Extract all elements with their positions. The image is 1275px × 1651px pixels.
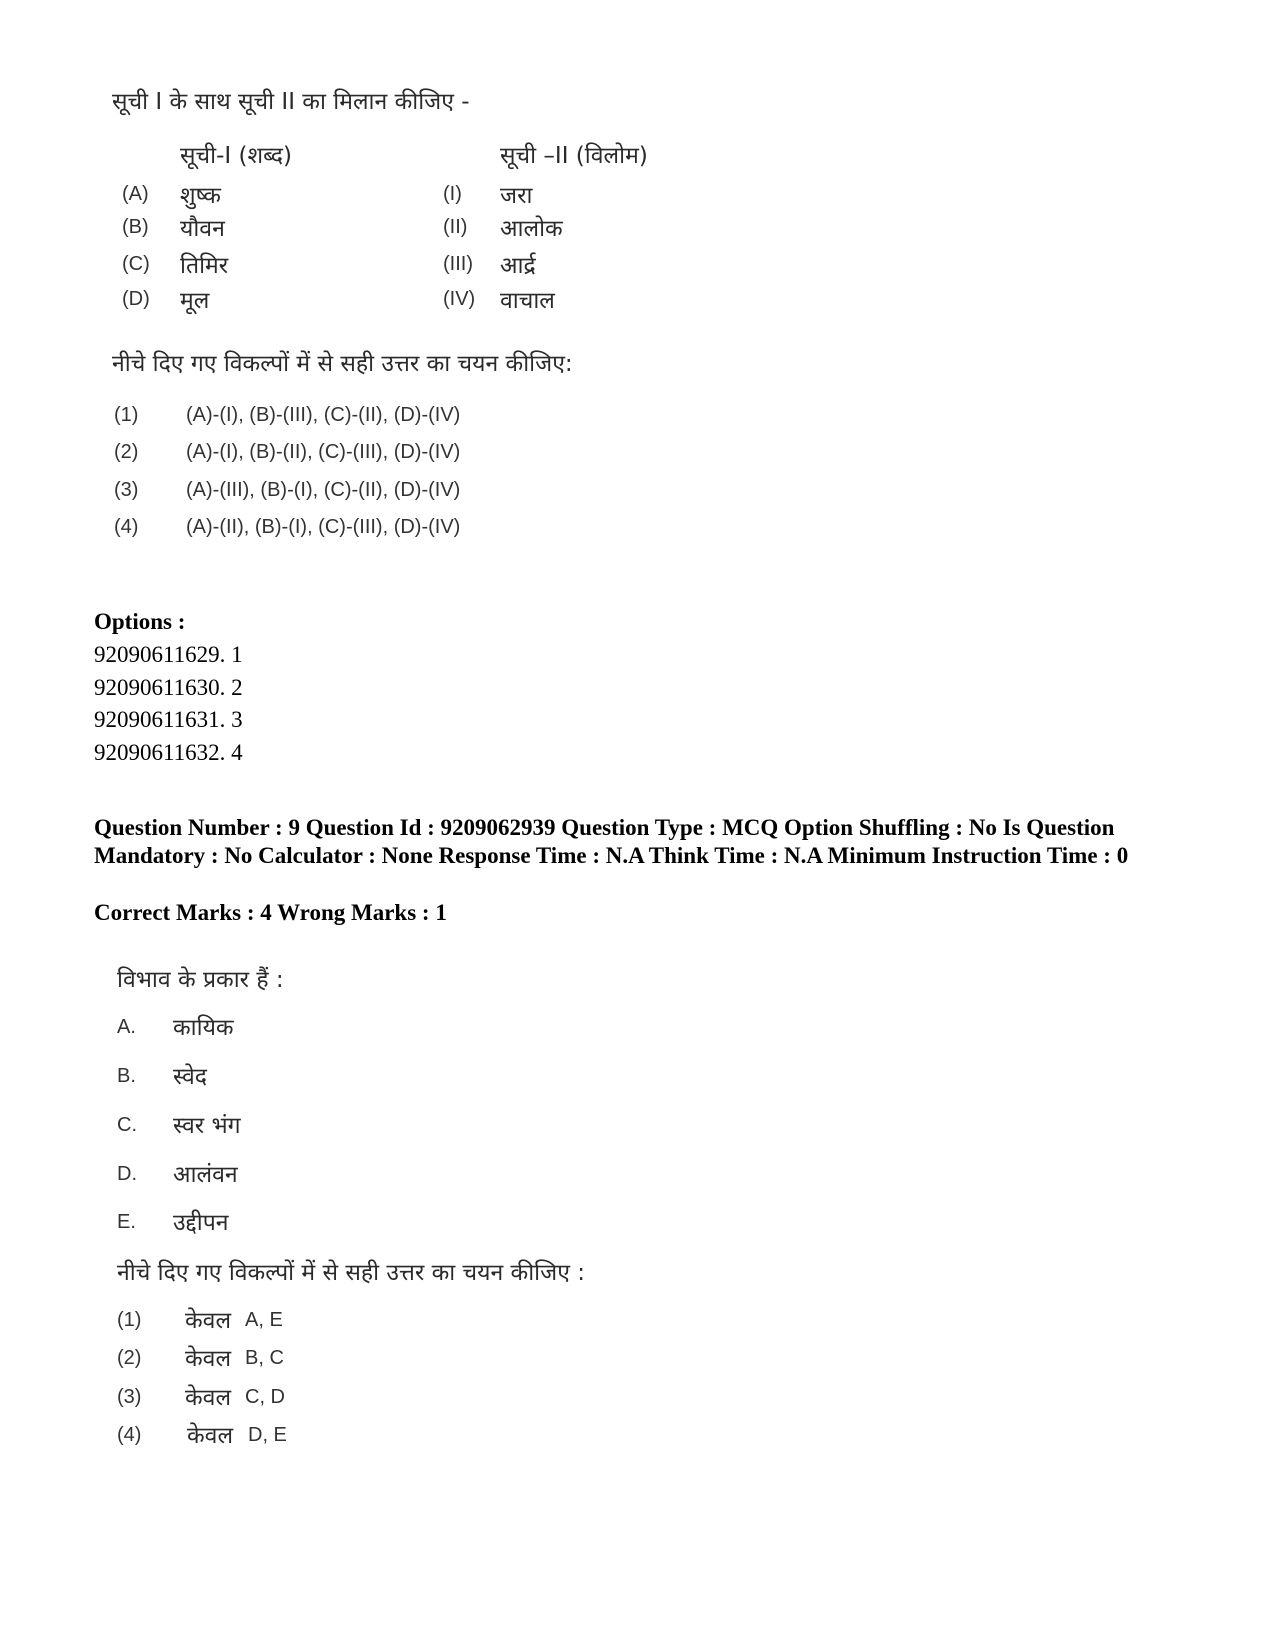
choice-text: (A)-(I), (B)-(II), (C)-(III), (D)-(IV) (186, 441, 461, 463)
choice-number: (2) (114, 441, 139, 463)
choice-text: (A)-(II), (B)-(I), (C)-(III), (D)-(IV) (186, 516, 461, 538)
option-id: 92090611632. 4 (94, 740, 243, 765)
choice-number: (3) (114, 479, 139, 501)
right-label: (I) (443, 183, 462, 205)
choice-text: C, D (245, 1386, 285, 1408)
q8-prompt: नीचे दिए गए विकल्पों में से सही उत्तर का चयन कीजिए: (112, 351, 573, 377)
item-text: कायिक (173, 1015, 234, 1041)
q8-instruction: सूची I के साथ सूची II का मिलान कीजिए - (112, 89, 470, 115)
left-label: (C) (122, 253, 150, 275)
list1-header: सूची-I (शब्द) (180, 143, 292, 169)
choice-word: केवल (185, 1308, 232, 1334)
left-label: (B) (122, 216, 149, 238)
choice-number: (4) (117, 1424, 142, 1446)
marks-line: Correct Marks : 4 Wrong Marks : 1 (94, 900, 447, 925)
item-text: स्वर भंग (173, 1113, 241, 1139)
item-text: आलंवन (173, 1162, 238, 1188)
choice-text: (A)-(I), (B)-(III), (C)-(II), (D)-(IV) (186, 404, 461, 426)
question-meta: Question Number : 9 Question Id : 9209062939 Question Type : MCQ Option Shuffling : No Is Question Mandatory : No Calculator : None Response Time : N.A Think Time : N.A Minimum Instruction Time : 0 (94, 815, 1129, 868)
item-label: B. (117, 1065, 136, 1087)
choice-text: B, C (245, 1347, 284, 1369)
q9-prompt: नीचे दिए गए विकल्पों में से सही उत्तर का चयन कीजिए : (117, 1260, 585, 1286)
left-text: मूल (180, 288, 210, 314)
choice-number: (1) (117, 1309, 142, 1331)
choice-text: D, E (248, 1424, 287, 1446)
right-text: आर्द्र (500, 253, 536, 279)
option-id: 92090611630. 2 (94, 675, 243, 700)
choice-text: A, E (245, 1309, 283, 1331)
choice-word: केवल (187, 1423, 234, 1449)
choice-number: (1) (114, 404, 139, 426)
option-id: 92090611629. 1 (94, 642, 243, 667)
left-label: (A) (122, 183, 149, 205)
right-label: (IV) (443, 288, 476, 310)
left-label: (D) (122, 288, 150, 310)
left-text: यौवन (180, 216, 225, 242)
option-id: 92090611631. 3 (94, 707, 243, 732)
choice-word: केवल (185, 1346, 232, 1372)
choice-number: (2) (117, 1347, 142, 1369)
item-text: उद्दीपन (173, 1210, 229, 1236)
choice-number: (4) (114, 516, 139, 538)
item-label: D. (117, 1163, 137, 1185)
choice-word: केवल (185, 1385, 232, 1411)
list2-header: सूची –II (विलोम) (500, 143, 648, 169)
item-label: E. (117, 1211, 136, 1233)
left-text: तिमिर (180, 253, 229, 279)
item-label: C. (117, 1114, 137, 1136)
item-text: स्वेद (173, 1064, 207, 1090)
choice-text: (A)-(III), (B)-(I), (C)-(II), (D)-(IV) (186, 479, 461, 501)
options-heading: Options : (94, 609, 186, 634)
choice-number: (3) (117, 1386, 142, 1408)
right-text: वाचाल (500, 288, 555, 314)
q9-question: विभाव के प्रकार हैं : (117, 967, 284, 993)
item-label: A. (117, 1016, 136, 1038)
right-text: जरा (500, 183, 533, 209)
right-label: (III) (443, 253, 473, 275)
left-text: शुष्क (180, 183, 221, 209)
right-text: आलोक (500, 216, 563, 242)
right-label: (II) (443, 216, 468, 238)
